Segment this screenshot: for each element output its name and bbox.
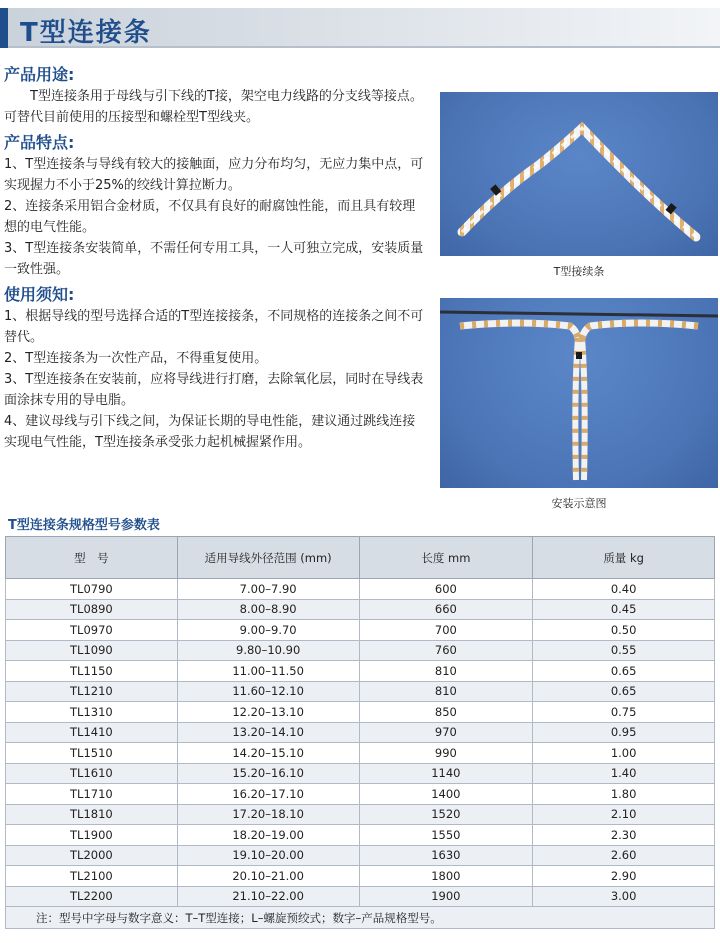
table-row	[6, 886, 715, 907]
page-title: T型连接条	[20, 18, 152, 48]
cell-model: TL1410	[6, 722, 178, 743]
text-column	[4, 60, 424, 453]
cell-length: 1800	[359, 866, 533, 887]
cell-weight: 0.75	[533, 702, 715, 723]
table-row	[6, 866, 715, 887]
cell-weight: 2.10	[533, 804, 715, 825]
cell-length: 850	[359, 702, 533, 723]
note-item: 3、T型连接条在安装前，应将导线进行打磨，去除氧化层，同时在导线表面涂抹专用的导电脂。	[4, 372, 424, 408]
table-note-row	[6, 907, 715, 929]
cell-diameter: 17.20–18.10	[177, 804, 359, 825]
cell-model: TL1210	[6, 681, 178, 702]
cell-diameter: 8.00–8.90	[177, 599, 359, 620]
cell-model: TL1150	[6, 661, 178, 682]
photo2-caption: 安装示意图	[551, 497, 607, 510]
table-row	[6, 702, 715, 723]
cell-model: TL0790	[6, 579, 178, 600]
features-heading: 产品特点:	[4, 133, 75, 152]
cell-weight: 0.65	[533, 681, 715, 702]
cell-weight: 1.00	[533, 743, 715, 764]
cell-weight: 3.00	[533, 886, 715, 907]
cell-length: 810	[359, 681, 533, 702]
cell-length: 990	[359, 743, 533, 764]
cell-model: TL1900	[6, 825, 178, 846]
table-row	[6, 661, 715, 682]
cell-model: TL1510	[6, 743, 178, 764]
cell-diameter: 18.20–19.00	[177, 825, 359, 846]
feature-item: 3、T型连接条安装简单，不需任何专用工具，一人可独立完成，安装质量一致性强。	[4, 241, 424, 277]
cell-model: TL2000	[6, 845, 178, 866]
title-accent	[0, 8, 8, 48]
cell-length: 1900	[359, 886, 533, 907]
table-body	[6, 579, 715, 907]
cell-length: 760	[359, 640, 533, 661]
cell-model: TL2200	[6, 886, 178, 907]
cell-diameter: 9.00–9.70	[177, 620, 359, 641]
table-row	[6, 722, 715, 743]
cell-length: 1550	[359, 825, 533, 846]
cell-length: 810	[359, 661, 533, 682]
cell-length: 1400	[359, 784, 533, 805]
connector-photo	[440, 92, 718, 256]
cell-length: 600	[359, 579, 533, 600]
cell-model: TL1310	[6, 702, 178, 723]
photo1-caption: T型接续条	[553, 265, 605, 278]
table-row	[6, 845, 715, 866]
usage-text: T型连接条用于母线与引下线的T接，架空电力线路的分支线等接点。可替代目前使用的压接型和螺栓型T型线夹。	[4, 89, 423, 125]
cell-length: 1520	[359, 804, 533, 825]
cell-weight: 0.95	[533, 722, 715, 743]
cell-length: 970	[359, 722, 533, 743]
cell-length: 700	[359, 620, 533, 641]
cell-diameter: 21.10–22.00	[177, 886, 359, 907]
cell-weight: 2.90	[533, 866, 715, 887]
table-row	[6, 620, 715, 641]
cell-model: TL1810	[6, 804, 178, 825]
feature-item: 1、T型连接条与导线有较大的接触面，应力分布均匀，无应力集中点，可实现握力不小于25%的绞线计算拉断力。	[4, 157, 424, 193]
table-row	[6, 825, 715, 846]
cell-weight: 0.45	[533, 599, 715, 620]
cell-diameter: 7.00–7.90	[177, 579, 359, 600]
table-row	[6, 763, 715, 784]
connector-illustration	[440, 92, 718, 256]
cell-weight: 2.60	[533, 845, 715, 866]
cell-weight: 1.40	[533, 763, 715, 784]
cell-weight: 0.65	[533, 661, 715, 682]
table-row	[6, 743, 715, 764]
table-row	[6, 579, 715, 600]
cell-length: 1140	[359, 763, 533, 784]
cell-diameter: 11.60–12.10	[177, 681, 359, 702]
note-item: 2、T型连接条为一次性产品，不得重复使用。	[4, 351, 268, 366]
table-row	[6, 640, 715, 661]
spec-table	[5, 536, 715, 929]
cell-diameter: 20.10–21.00	[177, 866, 359, 887]
installation-photo	[440, 298, 718, 488]
cell-weight: 0.55	[533, 640, 715, 661]
cell-length: 660	[359, 599, 533, 620]
table-row	[6, 681, 715, 702]
cell-model: TL1090	[6, 640, 178, 661]
header-length: 长度 mm	[359, 537, 533, 579]
feature-item: 2、连接条采用铝合金材质，不仅具有良好的耐腐蚀性能，而且具有较理想的电气性能。	[4, 199, 416, 235]
cell-diameter: 16.20–17.10	[177, 784, 359, 805]
cell-model: TL1610	[6, 763, 178, 784]
cell-diameter: 9.80–10.90	[177, 640, 359, 661]
table-row	[6, 784, 715, 805]
header-model: 型 号	[6, 537, 178, 579]
cell-diameter: 15.20–16.10	[177, 763, 359, 784]
cell-weight: 1.80	[533, 784, 715, 805]
header-diameter: 适用导线外径范围 (mm)	[177, 537, 359, 579]
cell-weight: 0.50	[533, 620, 715, 641]
cell-weight: 2.30	[533, 825, 715, 846]
cell-diameter: 11.00–11.50	[177, 661, 359, 682]
cell-diameter: 14.20–15.10	[177, 743, 359, 764]
note-item: 1、根据导线的型号选择合适的T型连接接条，不同规格的连接条之间不可替代。	[4, 309, 424, 345]
table-row	[6, 599, 715, 620]
cell-diameter: 12.20–13.10	[177, 702, 359, 723]
table-row	[6, 804, 715, 825]
notes-heading: 使用须知:	[4, 285, 75, 304]
cell-length: 1630	[359, 845, 533, 866]
cell-model: TL0890	[6, 599, 178, 620]
cell-diameter: 19.10–20.00	[177, 845, 359, 866]
cell-diameter: 13.20–14.10	[177, 722, 359, 743]
cell-model: TL2100	[6, 866, 178, 887]
note-item: 4、建议母线与引下线之间，为保证长期的导电性能，建议通过跳线连接实现电气性能，T型连接条承受张力起机械握紧作用。	[4, 414, 416, 450]
cell-model: TL0970	[6, 620, 178, 641]
installation-illustration	[440, 298, 718, 488]
header-weight: 质量 kg	[533, 537, 715, 579]
cell-model: TL1710	[6, 784, 178, 805]
table-note: 注：型号中字母与数字意义：T–T型连接；L–螺旋预绞式；数字–产品规格型号。	[6, 907, 715, 929]
usage-heading: 产品用途:	[4, 65, 75, 84]
title-bar	[0, 8, 720, 48]
table-title: T型连接条规格型号参数表	[8, 518, 160, 533]
cell-weight: 0.40	[533, 579, 715, 600]
table-header-row	[6, 537, 715, 579]
